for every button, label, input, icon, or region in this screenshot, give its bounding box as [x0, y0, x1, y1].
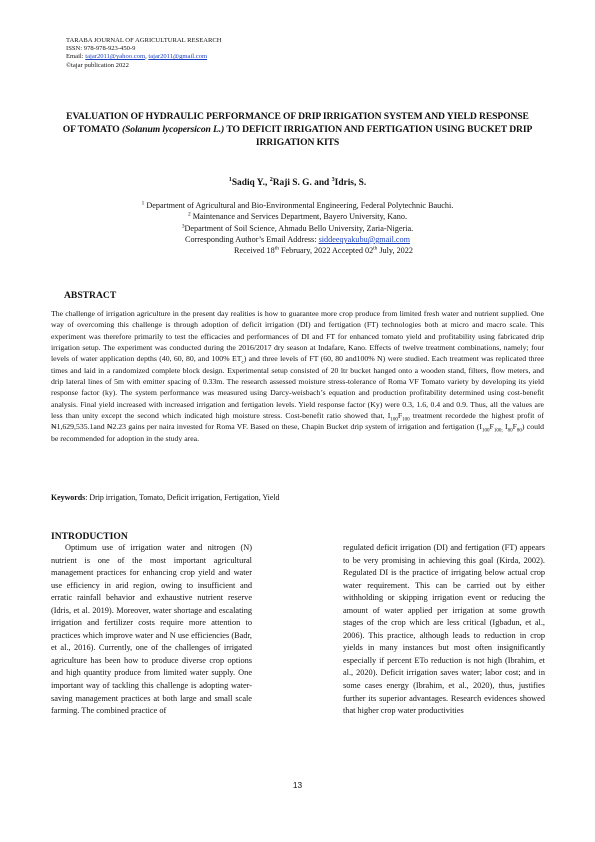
- paper-title: EVALUATION OF HYDRAULIC PERFORMANCE OF DRIP IRRIGATION SYSTEM AND YIELD RESPONSE OF TOMATO (Solanum lycopersicon L.) TO DEFICIT IRRIGATION AND FERTIGATION USING BUCKET DRIP IRRIGATION KITS: [62, 111, 533, 148]
- author-1: Sadiq Y.,: [231, 178, 270, 188]
- journal-header: [66, 37, 222, 70]
- affiliation-3: $^3$Department of Soil Science, Ahmadu Bello University, Zaria-Nigeria.: [181, 222, 414, 233]
- corresponding-author: Corresponding Author’s Email Address: siddeeqyakubu@gmail.com: [184, 234, 411, 244]
- corresponding-email-link[interactable]: siddeeqyakubu@gmail.com: [318, 234, 411, 244]
- keywords-label: Keywords: [51, 493, 86, 502]
- affiliations: [0, 200, 595, 256]
- introduction-heading: INTRODUCTION: [51, 531, 128, 542]
- journal-email-line: Email: tajar2011@yahoo.com, tajar2011@gmail.com: [66, 53, 208, 61]
- journal-copyright: ©tajar publication 2022: [66, 61, 129, 69]
- journal-issn: ISSN: 978-978-923-450-9: [66, 45, 136, 53]
- affiliation-1: $^1$ Department of Agricultural and Bio-Environmental Engineering, Federal Polytechnic Bauchi.: [141, 200, 454, 210]
- introduction-left-column: Optimum use of irrigation water and nitrogen (N) nutrient is one of the most important agricultural management practices for enhancing crop yield and water use efficiency in arid region, owing to insufficient and erratic rainfall behavior and exhaustive nutrient reserve (Idris, et al. 2019). Moreover, water shortage and escalating irrigation and fertilizer costs require more attention to practices which improve water and N use efficiencies (Badr, et al., 2016). Currently, one of the challenges of irrigated agriculture has been how to produce diverse crop options and high quantity produce from limited water supply. One important way of tackling this challenge is adopting water-saving management practices at both large and small scale farming. The combined practice of: [51, 543, 252, 716]
- keywords: [51, 493, 544, 502]
- keywords-text: : Drip irrigation, Tomato, Deficit irrigation, Fertigation, Yield: [85, 493, 280, 502]
- affiliation-2: $^2$ Maintenance and Services Department, Bayero University, Kano.: [187, 211, 408, 222]
- abstract-body: The challenge of irrigation agriculture in the present day realities is how to guarantee more crop produce from limited fresh water and nutrient supplied. One way of overcoming this challenge is through adoption of deficit irrigation (DI) and fertigation (FT) technologies both at micro and macro scale. This experiment was therefore primarily to test the efficacies and performances of DI and FT for enhanced tomato yield and profitability using fabricated drip irrigation setup. The experiment was conducted during the 2016/2017 dry season at Indafare, Kano. Effects of twelve treatment combinations, namely; four levels of water application depths (40, 60, 80, and 100% $ET_c$) and three levels of FT (60, 80 and100% N) were studied. Each treatment was replicated three times and laid in a randomized complete block design. Experimental setup consisted of 20 ltr bucket hanged onto a wooden stand, filters, flow meters, and drip lateral lines of 5m with emitter spacing of 0.33m. The research assessed moisture stress-tolerance of Roma VF Tomato variety by developing its yield response factor (ky). The system performance was measured using Darcy-weisbach’s equation and production profitability determined using cost-benefit analysis. Final yield increased with increased irrigation and fertigation levels. Yield response factor (Ky) were 0.3, 1.6, 0.4 and 0.9. Thus, all the values are less than unity except the second which indicated high moisture stress. Cost-benefit ratio showed that, $I_{100}F_{100}$ treatment recordede the highest profit of ₦1,629,535.1and ₦2.23 gains per naira invested for Roma VF. Based on these, Chapin Bucket drip system of irrigation and fertigation ($I_{100}F_{100;}$ $I_{80}F_{80}$) could be recommended for adoption in the study area.: [51, 309, 545, 443]
- journal-name: TARABA JOURNAL OF AGRICULTURAL RESEARCH: [66, 37, 222, 44]
- journal-email-link-1[interactable]: tajar2011@yahoo.com: [85, 53, 146, 61]
- abstract-heading: ABSTRACT: [64, 290, 117, 301]
- received-accepted-dates: Received 18th February, 2022 Accepted 02th July, 2022: [234, 245, 413, 256]
- page-number: 13: [292, 780, 303, 790]
- journal-email-link-2[interactable]: tajar2011@gmail.com: [148, 53, 208, 61]
- species-name: (Solanum lycopersicon L.): [121, 124, 225, 135]
- author-list: $^1$Sadiq Y., $^2$Raji S. G. and $^3$Idris, S.: [228, 176, 367, 188]
- author-3: Idris, S.: [334, 178, 367, 188]
- introduction-right-column: regulated deficit irrigation (DI) and fertigation (FT) appears to be very promising in achieving this goal (Kirda, 2002). Regulated DI is the practice of irrigating below actual crop water requirement. This can be carried out by either withholding or skipping irrigation event or reducing the amount of water applied per irrigation at some growth stages of the crop which are less critical (Igbadun, et al., 2006). This practice, although leads to reduction in crop yields in many instances but most often insignificantly especially if percent ETo reduction is not high (Ibrahim, et al., 2020). Deficit irrigation saves water; labor cost; and in some cases energy (Ibrahim, et al., 2020), thus, justifies further its superior advantages. Research evidences showed that higher crop water productivities: [343, 543, 545, 716]
- author-2: Raji S. G. and: [272, 178, 332, 188]
